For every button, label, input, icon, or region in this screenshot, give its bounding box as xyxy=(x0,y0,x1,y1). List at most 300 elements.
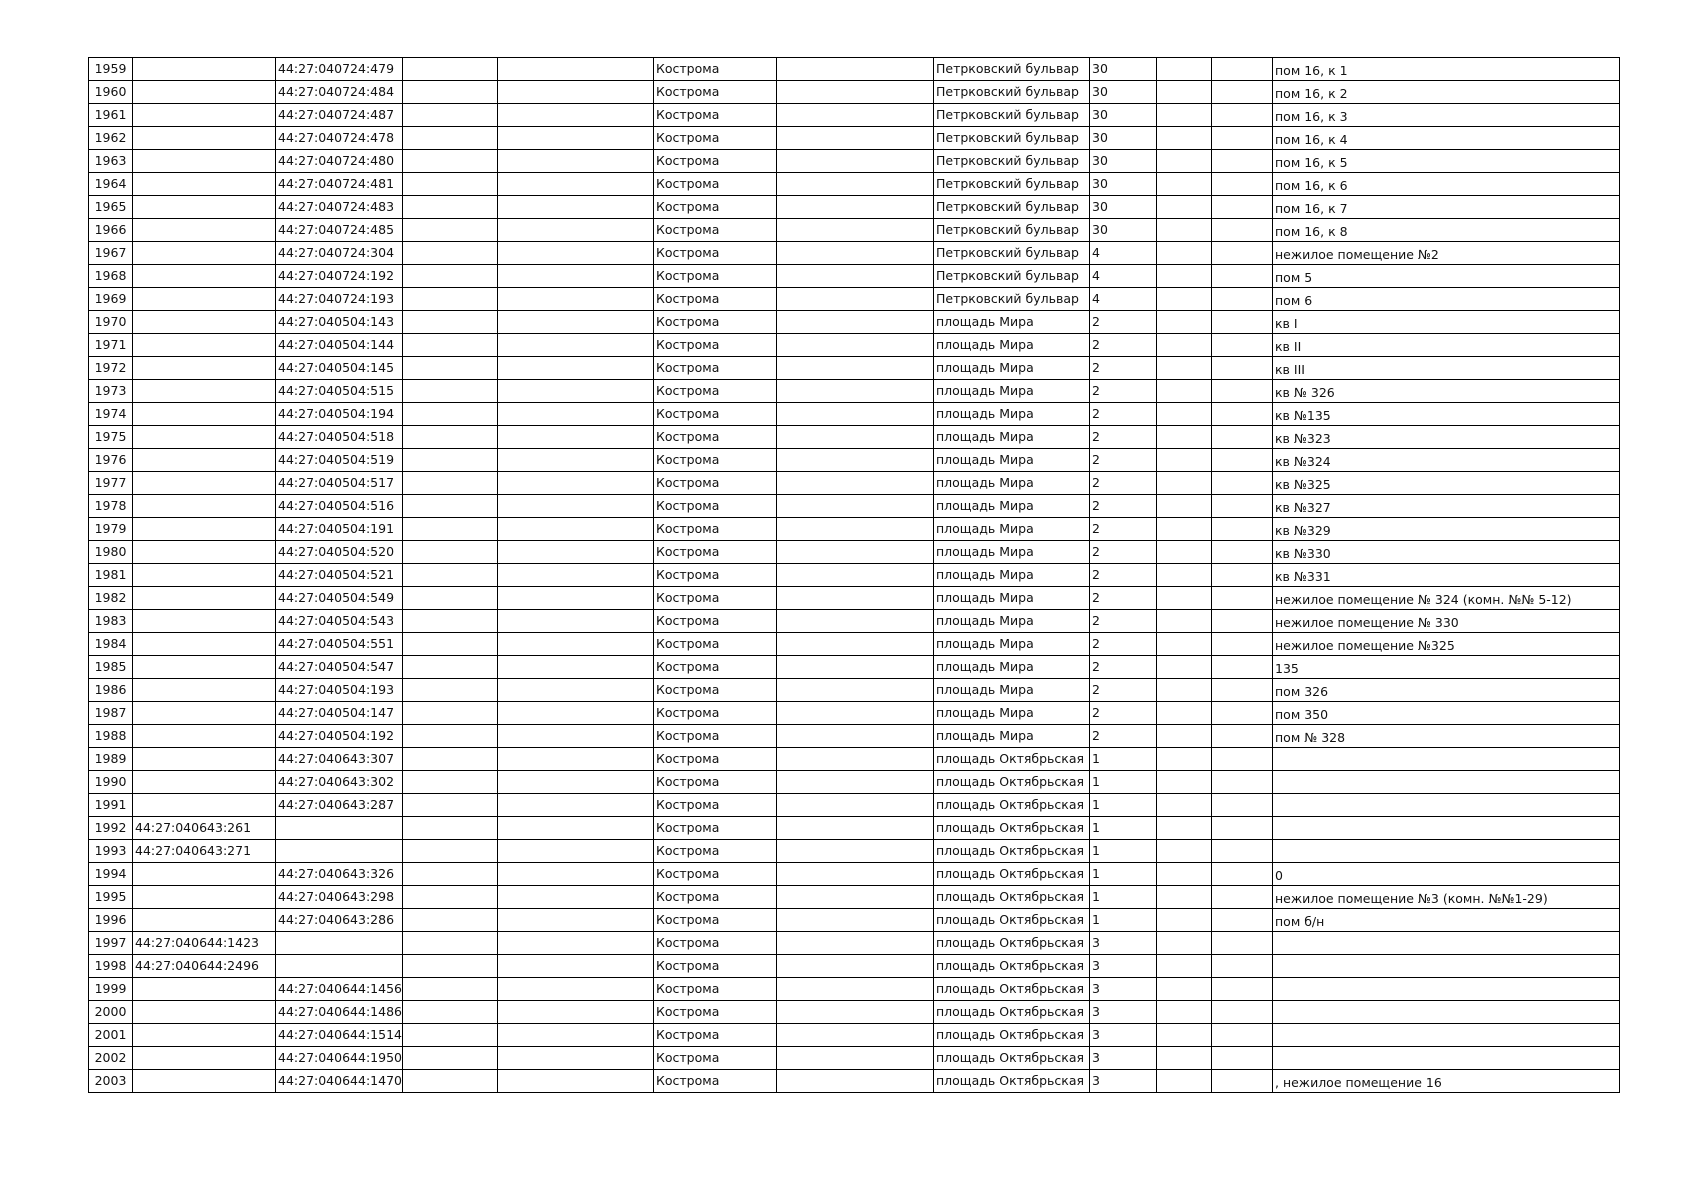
cadastral-number-cell: 44:27:040504:521 xyxy=(276,564,403,587)
house-cell: 1 xyxy=(1090,863,1157,886)
premises-cell: пом 16, к 4 xyxy=(1273,127,1620,150)
col7-cell xyxy=(777,541,934,564)
cadastral-parent-cell xyxy=(133,518,276,541)
col10-cell xyxy=(1157,932,1212,955)
col5-cell xyxy=(498,380,654,403)
house-cell: 3 xyxy=(1090,1070,1157,1093)
cadastral-parent-cell xyxy=(133,564,276,587)
col5-cell xyxy=(498,472,654,495)
cadastral-number-cell: 44:27:040644:1950 xyxy=(276,1047,403,1070)
col10-cell xyxy=(1157,403,1212,426)
premises-cell: нежилое помещение № 330 xyxy=(1273,610,1620,633)
house-cell: 2 xyxy=(1090,725,1157,748)
col10-cell xyxy=(1157,610,1212,633)
col4-cell xyxy=(403,725,498,748)
row-number-cell: 1963 xyxy=(89,150,133,173)
row-number-cell: 1976 xyxy=(89,449,133,472)
col10-cell xyxy=(1157,472,1212,495)
cadastral-number-cell: 44:27:040724:485 xyxy=(276,219,403,242)
house-cell: 2 xyxy=(1090,564,1157,587)
col10-cell xyxy=(1157,771,1212,794)
street-cell: площадь Октябрьская xyxy=(934,978,1090,1001)
col10-cell xyxy=(1157,426,1212,449)
col5-cell xyxy=(498,242,654,265)
row-number-cell: 1988 xyxy=(89,725,133,748)
house-cell: 1 xyxy=(1090,909,1157,932)
house-cell: 2 xyxy=(1090,357,1157,380)
city-cell: Кострома xyxy=(654,403,777,426)
cadastral-parent-cell: 44:27:040644:1423 xyxy=(133,932,276,955)
col4-cell xyxy=(403,196,498,219)
col11-cell xyxy=(1212,656,1273,679)
city-cell: Кострома xyxy=(654,909,777,932)
col11-cell xyxy=(1212,771,1273,794)
col7-cell xyxy=(777,127,934,150)
col4-cell xyxy=(403,518,498,541)
col4-cell xyxy=(403,334,498,357)
row-number-cell: 1993 xyxy=(89,840,133,863)
table-row xyxy=(89,334,1620,357)
cadastral-parent-cell xyxy=(133,127,276,150)
house-cell: 1 xyxy=(1090,886,1157,909)
col10-cell xyxy=(1157,173,1212,196)
col10-cell xyxy=(1157,288,1212,311)
col7-cell xyxy=(777,564,934,587)
table-row xyxy=(89,817,1620,840)
col7-cell xyxy=(777,288,934,311)
col5-cell xyxy=(498,1070,654,1093)
cadastral-parent-cell xyxy=(133,288,276,311)
col7-cell xyxy=(777,978,934,1001)
col7-cell xyxy=(777,58,934,81)
street-cell: площадь Мира xyxy=(934,334,1090,357)
col5-cell xyxy=(498,196,654,219)
col10-cell xyxy=(1157,863,1212,886)
col11-cell xyxy=(1212,357,1273,380)
cadastral-number-cell: 44:27:040504:518 xyxy=(276,426,403,449)
cadastral-parent-cell xyxy=(133,449,276,472)
house-cell: 2 xyxy=(1090,380,1157,403)
col7-cell xyxy=(777,81,934,104)
table-row xyxy=(89,311,1620,334)
table-row xyxy=(89,242,1620,265)
row-number-cell: 1959 xyxy=(89,58,133,81)
city-cell: Кострома xyxy=(654,1047,777,1070)
cadastral-parent-cell xyxy=(133,886,276,909)
col11-cell xyxy=(1212,403,1273,426)
cadastral-parent-cell xyxy=(133,104,276,127)
col7-cell xyxy=(777,909,934,932)
col5-cell xyxy=(498,58,654,81)
street-cell: площадь Октябрьская xyxy=(934,840,1090,863)
table-row xyxy=(89,932,1620,955)
col5-cell xyxy=(498,334,654,357)
house-cell: 30 xyxy=(1090,81,1157,104)
col7-cell xyxy=(777,518,934,541)
col5-cell xyxy=(498,702,654,725)
col4-cell xyxy=(403,472,498,495)
col10-cell xyxy=(1157,656,1212,679)
col10-cell xyxy=(1157,495,1212,518)
cadastral-parent-cell xyxy=(133,150,276,173)
col10-cell xyxy=(1157,219,1212,242)
col11-cell xyxy=(1212,610,1273,633)
premises-cell: пом 16, к 5 xyxy=(1273,150,1620,173)
col4-cell xyxy=(403,242,498,265)
col7-cell xyxy=(777,265,934,288)
cadastral-parent-cell xyxy=(133,58,276,81)
col4-cell xyxy=(403,150,498,173)
table-row xyxy=(89,1024,1620,1047)
city-cell: Кострома xyxy=(654,610,777,633)
premises-cell: нежилое помещение №2 xyxy=(1273,242,1620,265)
col4-cell xyxy=(403,794,498,817)
table-row xyxy=(89,840,1620,863)
col11-cell xyxy=(1212,817,1273,840)
col5-cell xyxy=(498,840,654,863)
premises-cell xyxy=(1273,794,1620,817)
col7-cell xyxy=(777,495,934,518)
house-cell: 2 xyxy=(1090,633,1157,656)
house-cell: 4 xyxy=(1090,242,1157,265)
premises-cell: нежилое помещение № 324 (комн. №№ 5-12) xyxy=(1273,587,1620,610)
col4-cell xyxy=(403,219,498,242)
street-cell: площадь Мира xyxy=(934,564,1090,587)
col4-cell xyxy=(403,1047,498,1070)
cadastral-number-cell: 44:27:040724:484 xyxy=(276,81,403,104)
city-cell: Кострома xyxy=(654,863,777,886)
house-cell: 30 xyxy=(1090,173,1157,196)
col7-cell xyxy=(777,587,934,610)
col5-cell xyxy=(498,794,654,817)
col4-cell xyxy=(403,679,498,702)
col4-cell xyxy=(403,771,498,794)
house-cell: 2 xyxy=(1090,518,1157,541)
premises-cell: кв III xyxy=(1273,357,1620,380)
city-cell: Кострома xyxy=(654,495,777,518)
cadastral-number-cell: 44:27:040504:516 xyxy=(276,495,403,518)
col4-cell xyxy=(403,380,498,403)
col10-cell xyxy=(1157,725,1212,748)
col7-cell xyxy=(777,403,934,426)
row-number-cell: 1985 xyxy=(89,656,133,679)
premises-cell: кв II xyxy=(1273,334,1620,357)
table-row xyxy=(89,1001,1620,1024)
cadastral-parent-cell xyxy=(133,909,276,932)
cadastral-number-cell: 44:27:040644:1456 xyxy=(276,978,403,1001)
col10-cell xyxy=(1157,587,1212,610)
cadastral-number-cell: 44:27:040643:307 xyxy=(276,748,403,771)
cadastral-parent-cell xyxy=(133,1024,276,1047)
col10-cell xyxy=(1157,955,1212,978)
col10-cell xyxy=(1157,127,1212,150)
col4-cell xyxy=(403,403,498,426)
col11-cell xyxy=(1212,725,1273,748)
col7-cell xyxy=(777,771,934,794)
city-cell: Кострома xyxy=(654,725,777,748)
col5-cell xyxy=(498,909,654,932)
cadastral-parent-cell xyxy=(133,725,276,748)
house-cell: 2 xyxy=(1090,472,1157,495)
col4-cell xyxy=(403,426,498,449)
col7-cell xyxy=(777,1047,934,1070)
premises-cell: пом 326 xyxy=(1273,679,1620,702)
street-cell: Петрковский бульвар xyxy=(934,219,1090,242)
city-cell: Кострома xyxy=(654,173,777,196)
col11-cell xyxy=(1212,748,1273,771)
street-cell: площадь Октябрьская xyxy=(934,863,1090,886)
premises-cell: пом № 328 xyxy=(1273,725,1620,748)
premises-cell: кв №331 xyxy=(1273,564,1620,587)
col4-cell xyxy=(403,587,498,610)
premises-cell xyxy=(1273,1001,1620,1024)
row-number-cell: 1997 xyxy=(89,932,133,955)
cadastral-parent-cell xyxy=(133,334,276,357)
cadastral-parent-cell xyxy=(133,173,276,196)
cadastral-number-cell xyxy=(276,955,403,978)
col7-cell xyxy=(777,1024,934,1047)
street-cell: площадь Октябрьская xyxy=(934,1024,1090,1047)
col10-cell xyxy=(1157,909,1212,932)
row-number-cell: 1991 xyxy=(89,794,133,817)
premises-cell: нежилое помещение №3 (комн. №№1-29) xyxy=(1273,886,1620,909)
premises-cell: кв №330 xyxy=(1273,541,1620,564)
col5-cell xyxy=(498,495,654,518)
col10-cell xyxy=(1157,840,1212,863)
row-number-cell: 1964 xyxy=(89,173,133,196)
col4-cell xyxy=(403,564,498,587)
col7-cell xyxy=(777,472,934,495)
premises-cell: 135 xyxy=(1273,656,1620,679)
col4-cell xyxy=(403,817,498,840)
col7-cell xyxy=(777,725,934,748)
cadastral-number-cell: 44:27:040504:515 xyxy=(276,380,403,403)
col5-cell xyxy=(498,725,654,748)
col5-cell xyxy=(498,150,654,173)
premises-cell xyxy=(1273,955,1620,978)
col10-cell xyxy=(1157,886,1212,909)
premises-cell xyxy=(1273,1047,1620,1070)
cadastral-parent-cell xyxy=(133,587,276,610)
col4-cell xyxy=(403,127,498,150)
city-cell: Кострома xyxy=(654,771,777,794)
city-cell: Кострома xyxy=(654,656,777,679)
row-number-cell: 1960 xyxy=(89,81,133,104)
house-cell: 30 xyxy=(1090,58,1157,81)
row-number-cell: 1968 xyxy=(89,265,133,288)
table-row xyxy=(89,909,1620,932)
row-number-cell: 1984 xyxy=(89,633,133,656)
table-row xyxy=(89,380,1620,403)
house-cell: 2 xyxy=(1090,426,1157,449)
col7-cell xyxy=(777,426,934,449)
col10-cell xyxy=(1157,541,1212,564)
house-cell: 2 xyxy=(1090,679,1157,702)
cadastral-number-cell: 44:27:040644:1514 xyxy=(276,1024,403,1047)
table-row xyxy=(89,656,1620,679)
house-cell: 2 xyxy=(1090,311,1157,334)
col4-cell xyxy=(403,357,498,380)
col7-cell xyxy=(777,656,934,679)
street-cell: площадь Мира xyxy=(934,449,1090,472)
cadastral-number-cell: 44:27:040724:304 xyxy=(276,242,403,265)
col11-cell xyxy=(1212,426,1273,449)
col7-cell xyxy=(777,104,934,127)
premises-cell: кв № 326 xyxy=(1273,380,1620,403)
register-table xyxy=(88,57,1620,1093)
col11-cell xyxy=(1212,311,1273,334)
city-cell: Кострома xyxy=(654,587,777,610)
cadastral-parent-cell xyxy=(133,196,276,219)
cadastral-parent-cell xyxy=(133,495,276,518)
row-number-cell: 1981 xyxy=(89,564,133,587)
street-cell: площадь Октябрьская xyxy=(934,932,1090,955)
cadastral-number-cell: 44:27:040724:193 xyxy=(276,288,403,311)
table-row xyxy=(89,150,1620,173)
street-cell: площадь Мира xyxy=(934,725,1090,748)
premises-cell: пом 16, к 6 xyxy=(1273,173,1620,196)
premises-cell: пом б/н xyxy=(1273,909,1620,932)
col11-cell xyxy=(1212,150,1273,173)
col5-cell xyxy=(498,748,654,771)
col5-cell xyxy=(498,357,654,380)
col7-cell xyxy=(777,311,934,334)
row-number-cell: 1975 xyxy=(89,426,133,449)
house-cell: 2 xyxy=(1090,702,1157,725)
table-row xyxy=(89,771,1620,794)
cadastral-number-cell: 44:27:040643:287 xyxy=(276,794,403,817)
col5-cell xyxy=(498,265,654,288)
premises-cell: пом 16, к 8 xyxy=(1273,219,1620,242)
col11-cell xyxy=(1212,265,1273,288)
cadastral-parent-cell: 44:27:040643:271 xyxy=(133,840,276,863)
premises-cell: кв I xyxy=(1273,311,1620,334)
table-row xyxy=(89,1070,1620,1093)
street-cell: площадь Октябрьская xyxy=(934,1001,1090,1024)
col10-cell xyxy=(1157,196,1212,219)
col4-cell xyxy=(403,311,498,334)
col11-cell xyxy=(1212,1070,1273,1093)
table-row xyxy=(89,127,1620,150)
cadastral-parent-cell xyxy=(133,702,276,725)
cadastral-number-cell: 44:27:040724:481 xyxy=(276,173,403,196)
cadastral-number-cell: 44:27:040504:549 xyxy=(276,587,403,610)
street-cell: Петрковский бульвар xyxy=(934,288,1090,311)
street-cell: площадь Мира xyxy=(934,403,1090,426)
col4-cell xyxy=(403,173,498,196)
house-cell: 3 xyxy=(1090,978,1157,1001)
city-cell: Кострома xyxy=(654,380,777,403)
premises-cell: пом 6 xyxy=(1273,288,1620,311)
cadastral-number-cell: 44:27:040643:326 xyxy=(276,863,403,886)
city-cell: Кострома xyxy=(654,127,777,150)
city-cell: Кострома xyxy=(654,840,777,863)
cadastral-parent-cell xyxy=(133,633,276,656)
house-cell: 30 xyxy=(1090,196,1157,219)
house-cell: 1 xyxy=(1090,817,1157,840)
cadastral-number-cell: 44:27:040643:298 xyxy=(276,886,403,909)
street-cell: Петрковский бульвар xyxy=(934,127,1090,150)
col7-cell xyxy=(777,863,934,886)
col7-cell xyxy=(777,1001,934,1024)
table-row xyxy=(89,472,1620,495)
cadastral-number-cell: 44:27:040504:191 xyxy=(276,518,403,541)
table-row xyxy=(89,449,1620,472)
col7-cell xyxy=(777,357,934,380)
street-cell: площадь Октябрьская xyxy=(934,771,1090,794)
city-cell: Кострома xyxy=(654,288,777,311)
premises-cell: кв №324 xyxy=(1273,449,1620,472)
col11-cell xyxy=(1212,518,1273,541)
col11-cell xyxy=(1212,127,1273,150)
table-row xyxy=(89,58,1620,81)
table-row xyxy=(89,173,1620,196)
cadastral-parent-cell xyxy=(133,679,276,702)
table-row xyxy=(89,1047,1620,1070)
col7-cell xyxy=(777,610,934,633)
street-cell: площадь Октябрьская xyxy=(934,886,1090,909)
city-cell: Кострома xyxy=(654,357,777,380)
house-cell: 3 xyxy=(1090,1047,1157,1070)
col4-cell xyxy=(403,265,498,288)
table-row xyxy=(89,725,1620,748)
cadastral-parent-cell xyxy=(133,748,276,771)
col5-cell xyxy=(498,587,654,610)
cadastral-parent-cell xyxy=(133,426,276,449)
house-cell: 2 xyxy=(1090,541,1157,564)
table-row xyxy=(89,633,1620,656)
cadastral-number-cell: 44:27:040644:1486 xyxy=(276,1001,403,1024)
col4-cell xyxy=(403,886,498,909)
street-cell: площадь Октябрьская xyxy=(934,1047,1090,1070)
col11-cell xyxy=(1212,58,1273,81)
cadastral-number-cell: 44:27:040504:543 xyxy=(276,610,403,633)
col11-cell xyxy=(1212,173,1273,196)
col4-cell xyxy=(403,656,498,679)
col11-cell xyxy=(1212,978,1273,1001)
street-cell: площадь Мира xyxy=(934,357,1090,380)
col7-cell xyxy=(777,150,934,173)
row-number-cell: 1979 xyxy=(89,518,133,541)
col11-cell xyxy=(1212,449,1273,472)
col4-cell xyxy=(403,104,498,127)
table-row xyxy=(89,541,1620,564)
cadastral-parent-cell xyxy=(133,1070,276,1093)
cadastral-parent-cell xyxy=(133,656,276,679)
col11-cell xyxy=(1212,196,1273,219)
row-number-cell: 1999 xyxy=(89,978,133,1001)
cadastral-number-cell: 44:27:040504:519 xyxy=(276,449,403,472)
cadastral-parent-cell xyxy=(133,357,276,380)
row-number-cell: 1990 xyxy=(89,771,133,794)
col11-cell xyxy=(1212,633,1273,656)
street-cell: площадь Мира xyxy=(934,311,1090,334)
col4-cell xyxy=(403,495,498,518)
col7-cell xyxy=(777,955,934,978)
city-cell: Кострома xyxy=(654,265,777,288)
col11-cell xyxy=(1212,587,1273,610)
col11-cell xyxy=(1212,702,1273,725)
premises-cell: пом 350 xyxy=(1273,702,1620,725)
col7-cell xyxy=(777,840,934,863)
col4-cell xyxy=(403,702,498,725)
table-row xyxy=(89,219,1620,242)
col4-cell xyxy=(403,610,498,633)
col11-cell xyxy=(1212,955,1273,978)
table-row xyxy=(89,587,1620,610)
row-number-cell: 1986 xyxy=(89,679,133,702)
col5-cell xyxy=(498,1047,654,1070)
